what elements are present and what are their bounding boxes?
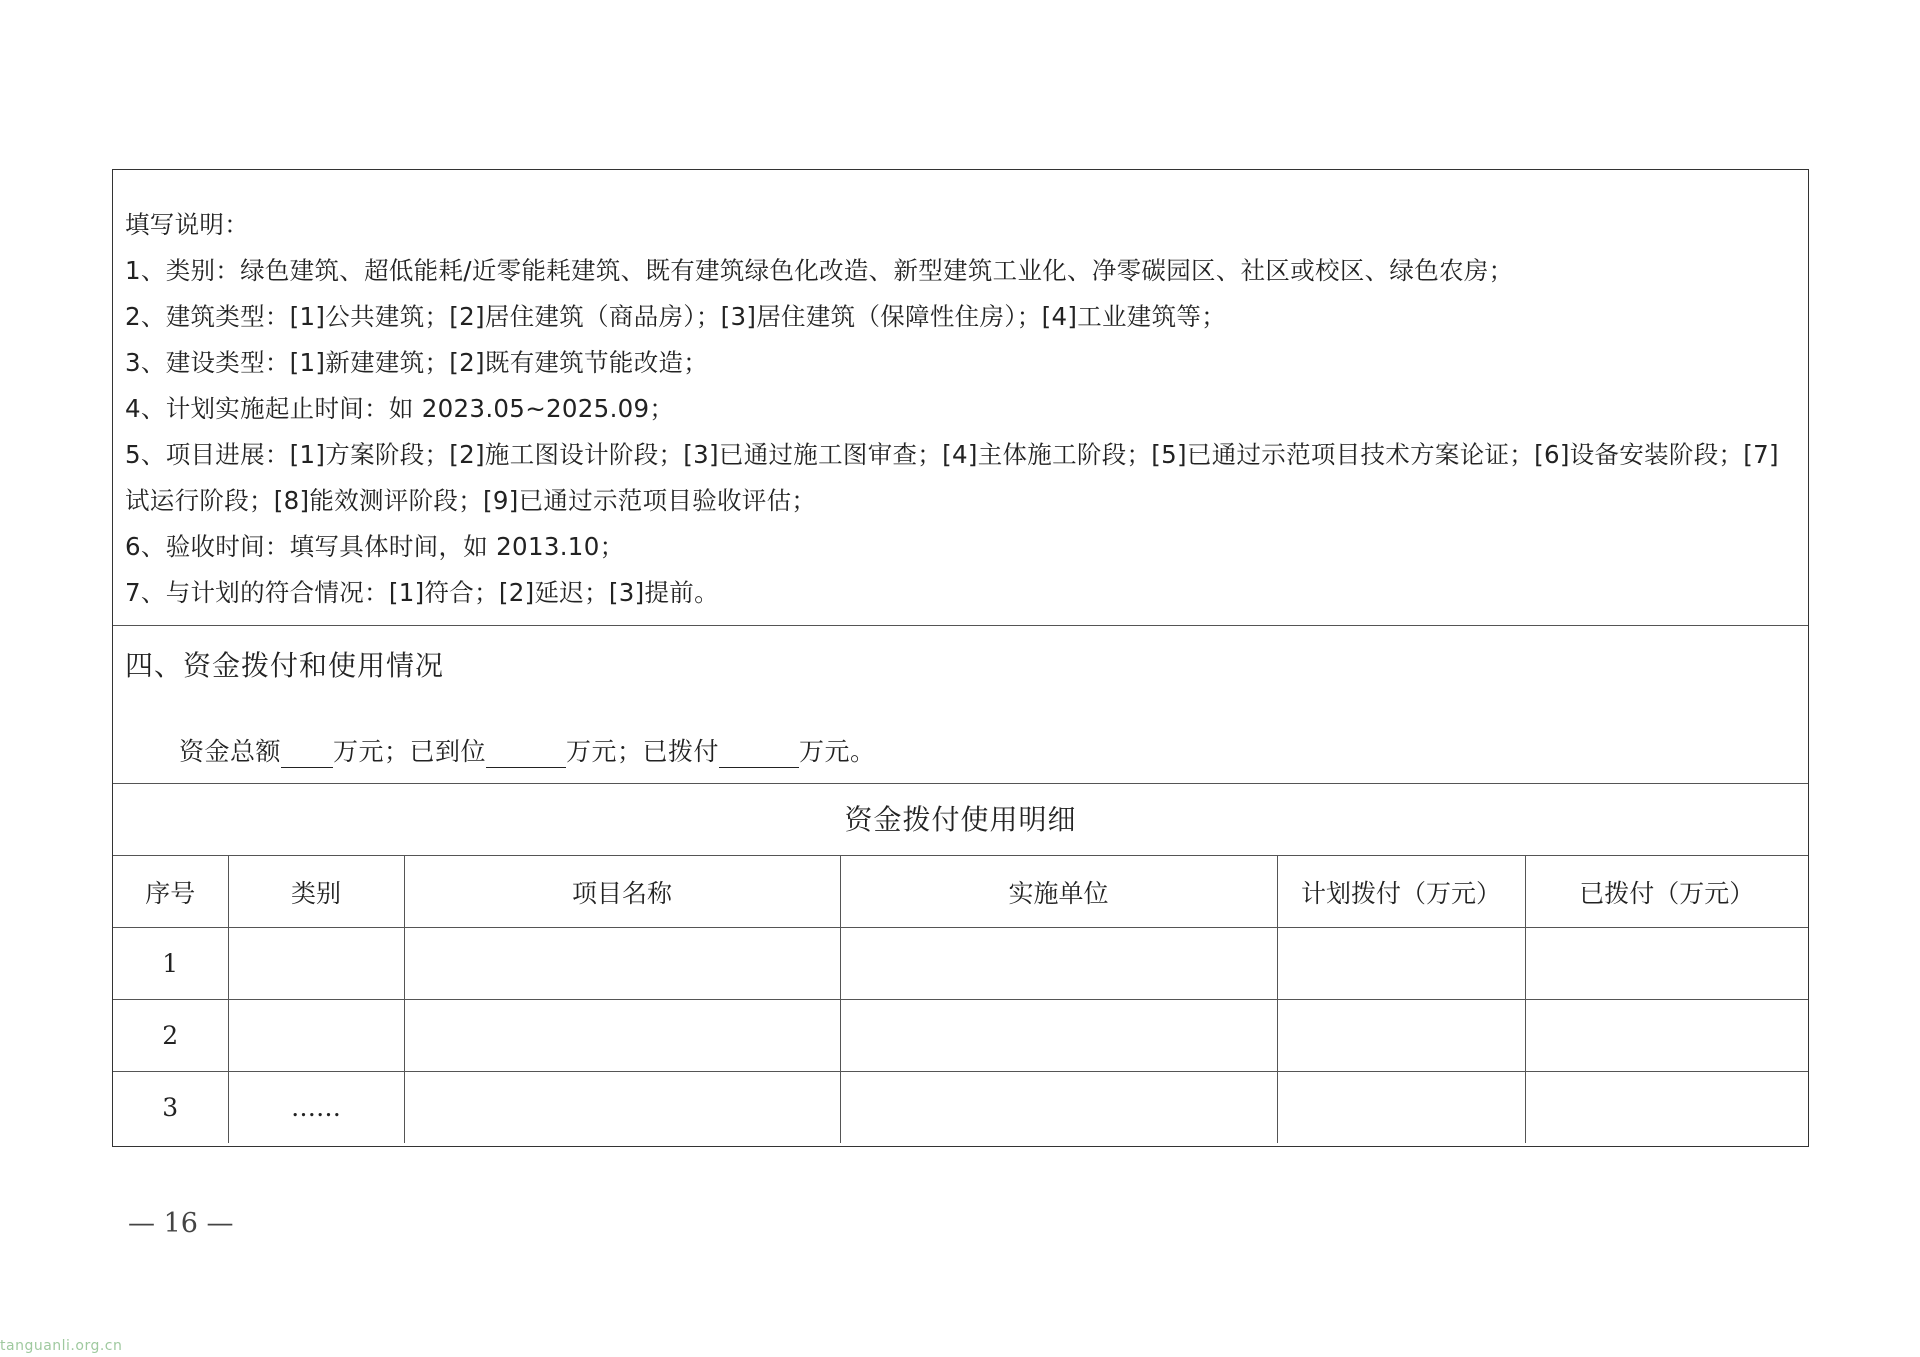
detail-table-title: 资金拨付使用明细 bbox=[113, 784, 1808, 856]
row-index: 2 bbox=[113, 1000, 228, 1072]
instruction-item: 5、项目进展：[1]方案阶段；[2]施工图设计阶段；[3]已通过施工图审查；[4]主体施工阶段；[5]已通过示范项目技术方案论证；[6]设备安装阶段；[7]试运行阶段；[8]能效测评阶段；[9]已通过示范项目验收评估； bbox=[125, 440, 1779, 515]
instruction-item: 4、计划实施起止时间：如 2023.05~2025.09； bbox=[125, 394, 675, 423]
table-cell[interactable] bbox=[840, 1072, 1277, 1144]
header-cell-project-name: 项目名称 bbox=[404, 856, 840, 928]
instruction-item: 1、类别：绿色建筑、超低能耗/近零能耗建筑、既有建筑绿色化改造、新型建筑工业化、净零碳园区、社区或校区、绿色农房； bbox=[125, 256, 1514, 285]
table-row bbox=[113, 928, 1808, 1000]
row-index: 1 bbox=[113, 928, 228, 1000]
page-number: — 16 — bbox=[128, 1208, 234, 1239]
header-cell-category: 类别 bbox=[228, 856, 404, 928]
table-cell[interactable] bbox=[840, 928, 1277, 1000]
table-cell[interactable] bbox=[1525, 928, 1808, 1000]
table-cell[interactable] bbox=[840, 1000, 1277, 1072]
table-row bbox=[113, 1000, 1808, 1072]
funds-unit-label: 万元。 bbox=[799, 737, 876, 766]
funding-section bbox=[113, 626, 1808, 784]
watermark-text: tanguanli.org.cn bbox=[0, 1338, 123, 1354]
table-cell[interactable] bbox=[404, 1000, 840, 1072]
table-cell[interactable] bbox=[1277, 1000, 1525, 1072]
table-cell[interactable] bbox=[228, 928, 404, 1000]
row-index: 3 bbox=[113, 1072, 228, 1144]
funds-arrived-label: 万元；已到位 bbox=[333, 737, 487, 766]
instruction-item: 2、建筑类型：[1]公共建筑；[2]居住建筑（商品房）；[3]居住建筑（保障性住房）；[4]工业建筑等； bbox=[125, 302, 1227, 331]
funds-total-blank[interactable] bbox=[281, 741, 333, 768]
instruction-item: 3、建设类型：[1]新建建筑；[2]既有建筑节能改造； bbox=[125, 348, 709, 377]
header-cell-index: 序号 bbox=[113, 856, 228, 928]
instruction-item: 7、与计划的符合情况：[1]符合；[2]延迟；[3]提前。 bbox=[125, 578, 719, 607]
table-cell[interactable] bbox=[228, 1000, 404, 1072]
header-cell-planned: 计划拨付（万元） bbox=[1277, 856, 1525, 928]
header-cell-unit: 实施单位 bbox=[840, 856, 1277, 928]
header-cell-paid: 已拨付（万元） bbox=[1525, 856, 1808, 928]
table-cell[interactable]: …… bbox=[228, 1072, 404, 1144]
instructions-heading: 填写说明： bbox=[125, 210, 249, 239]
table-row bbox=[113, 1072, 1808, 1144]
funds-paid-blank[interactable] bbox=[719, 741, 799, 768]
funds-paid-label: 万元；已拨付 bbox=[566, 737, 720, 766]
table-cell[interactable] bbox=[1525, 1072, 1808, 1144]
section-title: 四、资金拨付和使用情况 bbox=[125, 649, 445, 682]
table-header-row bbox=[113, 856, 1808, 928]
instructions-block bbox=[113, 170, 1808, 626]
instruction-item: 6、验收时间：填写具体时间，如 2013.10； bbox=[125, 532, 625, 561]
table-cell[interactable] bbox=[404, 928, 840, 1000]
funds-arrived-blank[interactable] bbox=[486, 741, 566, 768]
table-cell[interactable] bbox=[1525, 1000, 1808, 1072]
form-frame bbox=[112, 169, 1809, 1147]
table-cell[interactable] bbox=[404, 1072, 840, 1144]
table-cell[interactable] bbox=[1277, 1072, 1525, 1144]
funds-total-label: 资金总额 bbox=[179, 737, 282, 766]
detail-table bbox=[113, 856, 1808, 1143]
table-cell[interactable] bbox=[1277, 928, 1525, 1000]
funds-summary bbox=[179, 732, 876, 768]
